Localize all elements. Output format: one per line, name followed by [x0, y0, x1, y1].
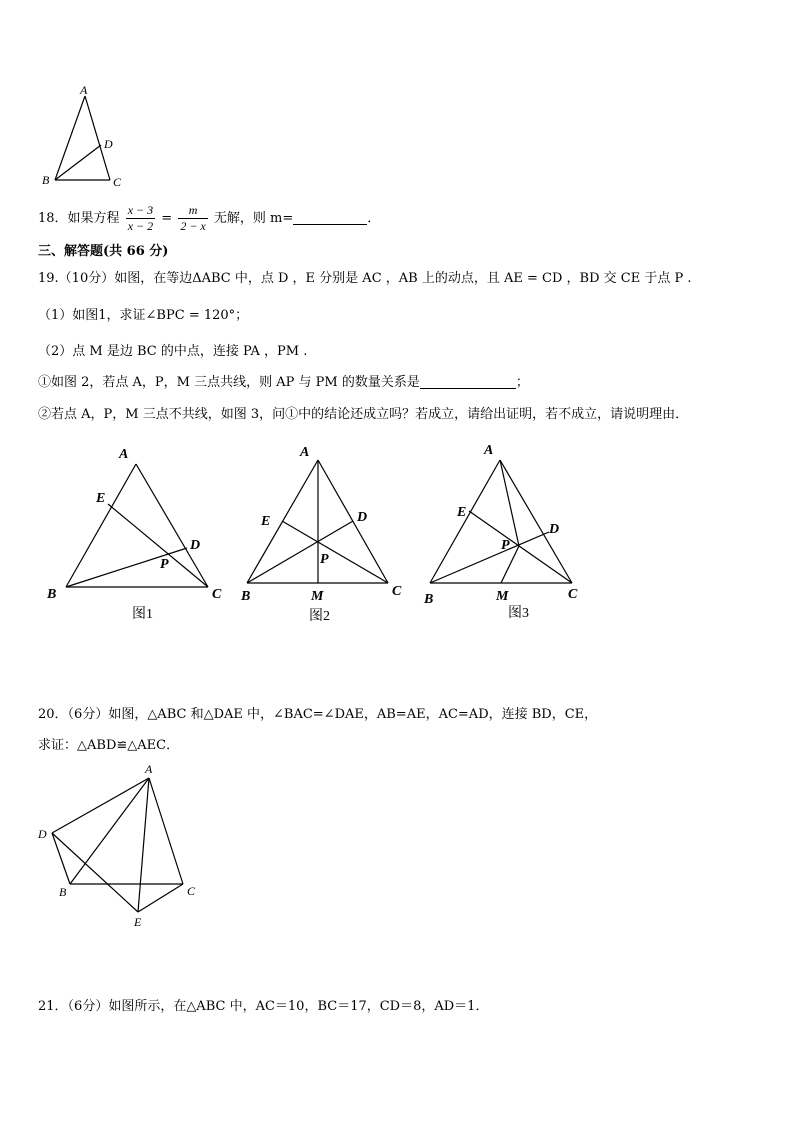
label-e: E	[134, 915, 142, 929]
q19-sub1-text: ①如图 2，若点 A，P，M 三点共线，则 AP 与 PM 的数量关系是	[38, 375, 420, 390]
question-18	[38, 203, 380, 234]
label-e: E	[457, 505, 467, 520]
q20-prove: 求证：△ABD≌△AEC．	[38, 738, 180, 753]
q18-frac1-num: x − 3	[127, 203, 154, 217]
label-b: B	[42, 173, 50, 187]
figure-caption: 图3	[508, 606, 529, 621]
segment-de	[52, 833, 138, 912]
segment-bd	[55, 145, 101, 180]
label-p: P	[320, 552, 329, 567]
label-c: C	[568, 587, 578, 602]
label-a: A	[119, 447, 129, 462]
q20-figure	[30, 758, 210, 933]
q18-middle: 无解，则 m=	[213, 211, 294, 226]
q18-equals: =	[161, 211, 173, 226]
q18-frac2-num: m	[178, 203, 207, 219]
label-a: A	[145, 762, 153, 776]
label-e: E	[261, 514, 271, 529]
q19-figure-2	[236, 440, 411, 630]
figure-caption: 图2	[309, 609, 330, 624]
label-p: P	[160, 557, 169, 572]
segment-ab	[70, 778, 149, 884]
segment-ad	[52, 778, 149, 833]
q19-stem: 19.（10分）如图，在等边ΔABC 中，点 D ，E 分别是 AC ，AB 上的动点，且 AE = CD ，BD 交 CE 于点 P .	[38, 271, 692, 286]
label-d: D	[549, 522, 560, 537]
segment-ac	[500, 460, 572, 583]
label-m: M	[496, 589, 509, 604]
label-b: B	[59, 885, 67, 899]
segment-ec	[138, 884, 183, 912]
label-d: D	[357, 510, 368, 525]
segment-ab	[66, 464, 136, 587]
q19-figure-1	[40, 440, 235, 625]
label-d: D	[104, 137, 113, 151]
q19-sub1	[38, 374, 529, 392]
label-e: E	[96, 491, 106, 506]
segment-ce	[282, 521, 388, 583]
q18-fraction-1	[126, 203, 155, 234]
q18-prefix: 18．如果方程	[38, 211, 120, 226]
q19-answer-blank[interactable]	[420, 374, 516, 389]
q18-answer-blank[interactable]	[293, 210, 367, 225]
label-c: C	[113, 175, 122, 189]
q18-fraction-2	[178, 203, 207, 234]
q19-figure-3	[418, 438, 593, 628]
q21-stem: 21．（6分）如图所示，在△ABC 中，AC＝10，BC＝17，CD＝8，AD＝1．	[38, 999, 489, 1014]
q19-sub1-end: ；	[515, 375, 529, 390]
segment-ab	[55, 96, 85, 180]
section-3-title: 三、解答题(共 66 分)	[38, 244, 169, 259]
label-b: B	[241, 589, 251, 604]
label-a: A	[80, 83, 88, 97]
q20-stem: 20．（6分）如图，△ABC 和△DAE 中，∠BAC=∠DAE，AB=AE，AC=AD，连接 BD，CE，	[38, 707, 598, 722]
segment-ac	[136, 464, 208, 587]
segment-bd	[247, 521, 353, 583]
label-d: D	[190, 538, 201, 553]
label-c: C	[212, 587, 222, 602]
figure-caption: 图1	[132, 607, 153, 622]
label-a: A	[484, 443, 494, 458]
label-c: C	[187, 884, 196, 898]
q18-end: ．	[367, 211, 381, 226]
label-a: A	[300, 445, 310, 460]
figure-q17	[38, 82, 128, 192]
segment-ap	[500, 460, 519, 546]
q19-part1: （1）如图1，求证∠BPC = 120°；	[38, 308, 249, 323]
label-b: B	[47, 587, 57, 602]
segment-ae	[138, 778, 149, 912]
q18-frac2-den: 2 − x	[180, 219, 206, 233]
q18-frac1-den: x − 2	[127, 219, 154, 233]
segment-ab	[430, 460, 500, 583]
segment-bd	[430, 532, 549, 583]
q19-sub2: ②若点 A，P，M 三点不共线，如图 3，问①中的结论还成立吗？若成立，请给出证明，若不成立，请说明理由．	[38, 407, 689, 422]
q19-part2: （2）点 M 是边 BC 的中点，连接 PA ，PM .	[38, 344, 308, 359]
segment-ac	[149, 778, 183, 884]
label-p: P	[501, 538, 510, 553]
label-m: M	[311, 589, 324, 604]
label-d: D	[38, 827, 47, 841]
label-b: B	[424, 592, 434, 607]
label-c: C	[392, 584, 402, 599]
